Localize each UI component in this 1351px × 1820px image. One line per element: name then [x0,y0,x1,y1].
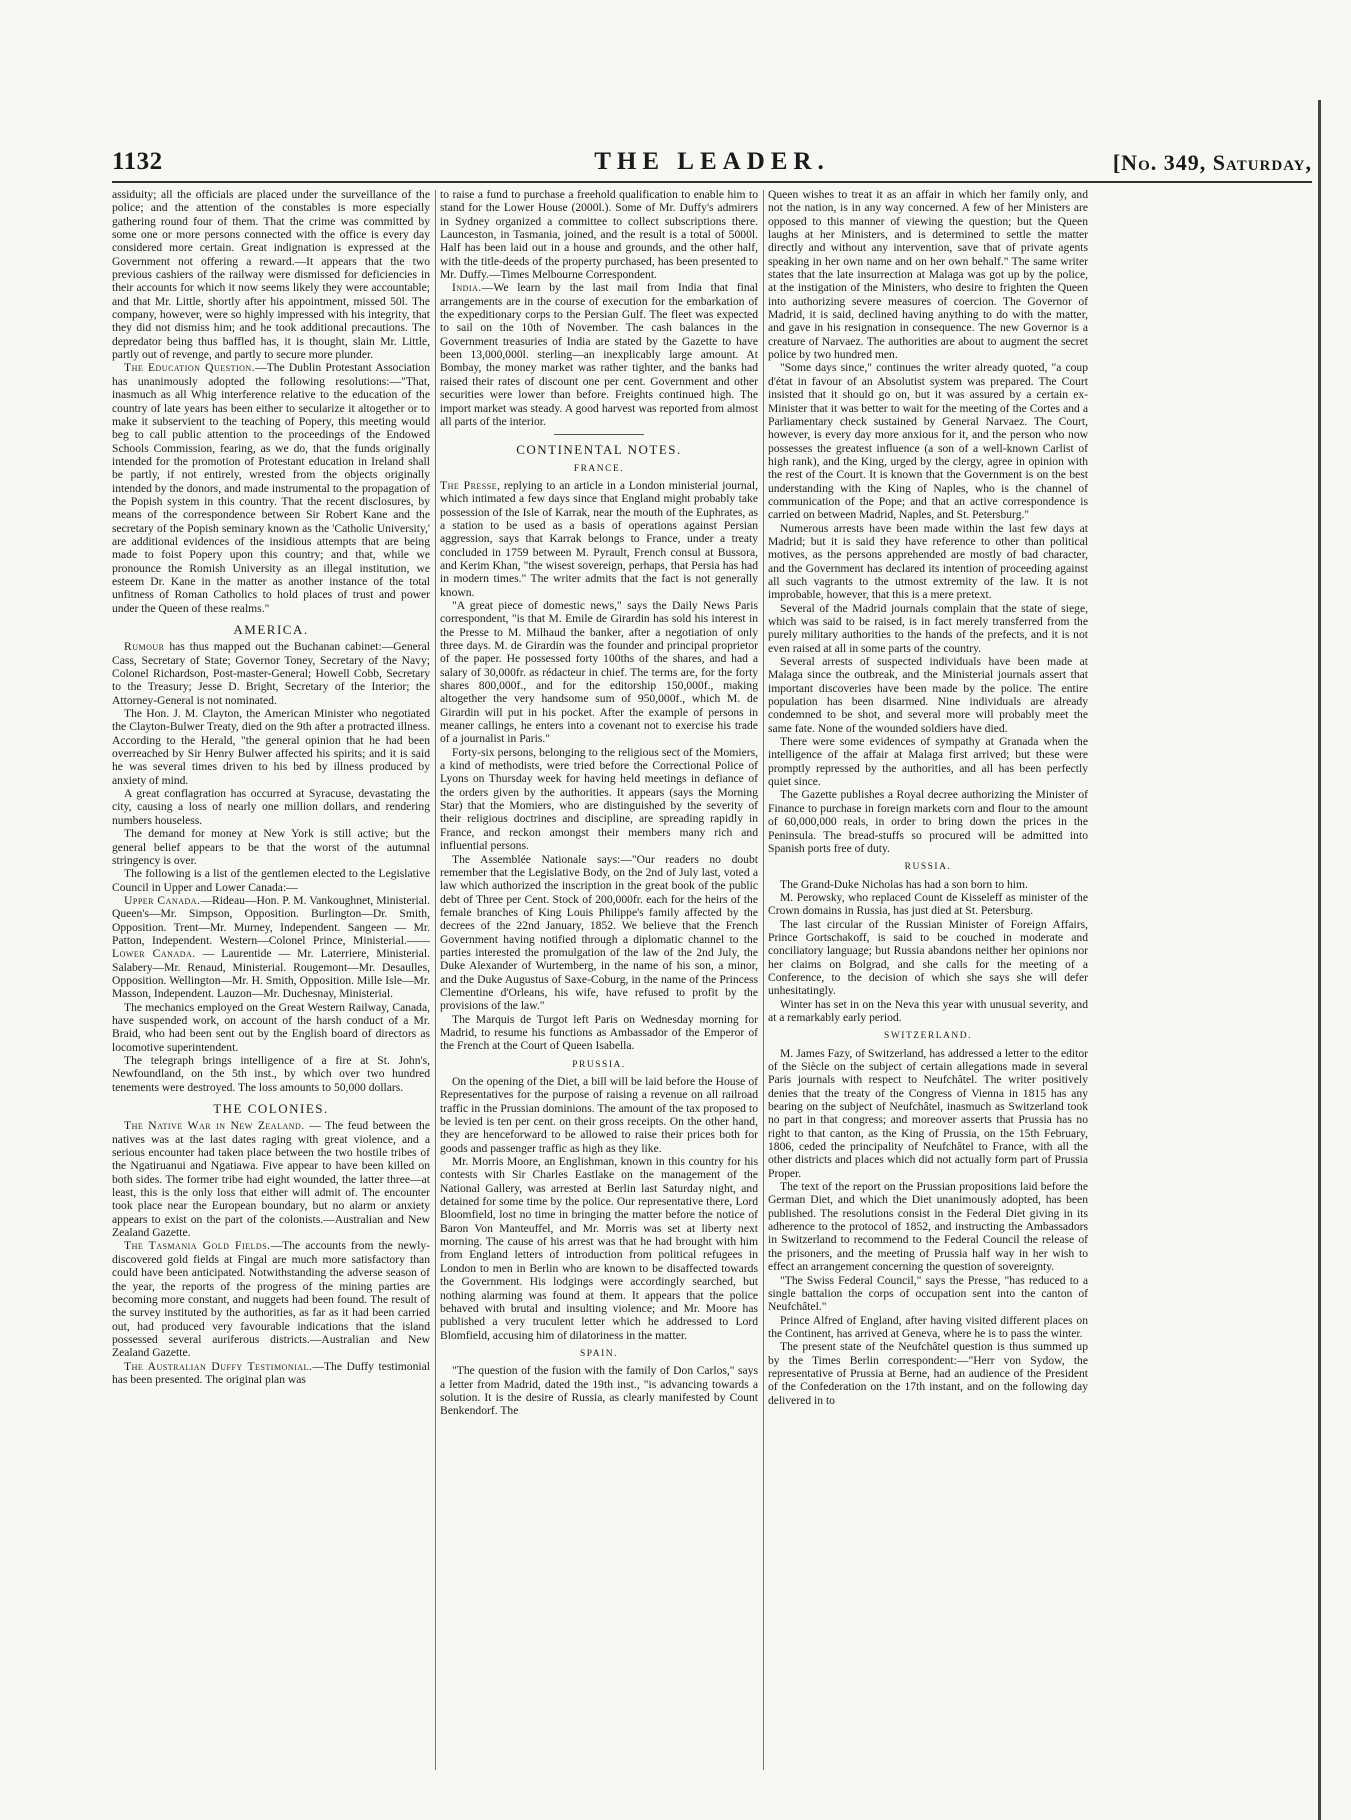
subheading-spain: SPAIN. [580,1348,618,1359]
run-in-heading: The Education Question. [124,361,256,375]
section-heading-colonies: THE COLONIES. [213,1101,329,1117]
article-paragraph [112,640,430,707]
paragraph-text: —The accounts from the newly-discovered gold fields at Fingal are much more satisfactory than could have been anticipated. Notwithstanding the adverse season of the year, the reports of the progress of the mining parties are becoming more constant, and nuggets had been found. The result of the survey instituted by the authorities, as far as it had been carried out, had produced very favourable indications that the island possessed several auriferous districts.—Australian and New Zealand Gazette. [112,1239,430,1360]
article-paragraph: The text of the report on the Prussian propositions laid before the German Diet, and which the Diet unanimously adopted, has been published. The resolutions consist in the Federal Diet giving in its adherence to the protocol of 1852, and instructing the Ambassadors in Switzerland to recommend to the Federal Council the release of the prisoners, and the meeting of Prussia half way in her wish to effect an arrangement concerning the question of sovereignty. [768,1180,1088,1274]
header-rule [112,181,1312,183]
article-paragraph: On the opening of the Diet, a bill will be laid before the House of Representatives for the purpose of raising a revenue on all railroad traffic in the Prussian dominions. The amount of the tax proposed to be levied is ten per cent. on their gross receipts. On the other hand, they are henceforward to be allowed to raise their prices both for goods and passenger traffic as high as they like. [440,1075,758,1155]
article-paragraph: to raise a fund to purchase a freehold qualification to enable him to stand for the Lower House (2000l.). Some of Mr. Duffy's admirers in Sydney organized a committee to collect subscriptions there. Launceston, in Tasmania, joined, and the result is a total of 5000l. Half has been laid out in a house and grounds, and the other half, with the title-deeds of the property purchased, has been presented to Mr. Duffy.—Times Melbourne Correspondent. [440,188,758,282]
article-paragraph: M. James Fazy, of Switzerland, has addressed a letter to the editor of the Siècle on the subject of certain allegations made in several Paris journals with respect to Neufchâtel. The writer positively denies that the treaty of the Congress of Vienna in 1815 has any bearing on the subject of Neufchâtel, inasmuch as Switzerland took no part in that congress; and moreover asserts that Prussia has no right to that canton, as the King of Prussia, on the 15th February, 1806, ceded the principality of Neufchâtel to France, with all the other districts and places which did not actually form part of Prussia Proper. [768,1046,1088,1180]
subheading-russia: RUSSIA. [904,862,952,873]
run-in-heading: India. [452,281,482,295]
article-paragraph [440,479,758,599]
section-heading-continental-notes: CONTINENTAL NOTES. [516,442,682,458]
article-paragraph: The present state of the Neufchâtel question is thus summed up by the Times Berlin correspondent:—"Herr von Sydow, the representative of Prussia at Berne, had an audience of the President of the Confederation on the 17th instant, and on the following day delivered in to [768,1340,1088,1407]
article-paragraph [112,1360,430,1387]
article-paragraph: Numerous arrests have been made within the last few days at Madrid; but it is said they have reference to other than political motives, as the persons apprehended are mostly of bad character, and the Government has declared its intention of proceeding against all such vagrants to the utmost extremity of the law. It is not improbable, however, that this is a mere pretext. [768,521,1088,602]
page-number: 1132 [112,148,163,175]
run-in-heading: The Australian Duffy Testimonial. [124,1359,313,1373]
section-rule [554,434,644,435]
article-paragraph: M. Perowsky, who replaced Count de Kisseleff as minister of the Crown domains in Russia, has just died at St. Petersburg. [768,890,1088,918]
article-paragraph [440,281,758,428]
article-paragraph: The Gazette publishes a Royal decree authorizing the Minister of Finance to purchase in foreign markets corn and flour to the amount of 60,000,000 reals, in order to bring down the prices in the Peninsula. The bread-stuffs so procured will be admitted into Spanish ports free of duty. [768,788,1088,855]
subheading-france: FRANCE. [573,463,625,474]
article-paragraph: "The Swiss Federal Council," says the Presse, "has reduced to a single battalion the corps of occupation sent into the canton of Neufchâtel." [768,1273,1088,1314]
article-paragraph: "A great piece of domestic news," says the Daily News Paris correspondent, "is that M. Emile de Girardin has sold his interest in the Presse to M. Milhaud the banker, after a negotiation of only three days. M. de Girardin was the founder and principal proprietor of the paper. He possessed forty 100ths of the shares, and had a salary of 30,000fr. as rédacteur in chief. The terms are, for the forty shares 800,000f., and for the editorship 150,000f., making altogether the very handsome sum of 950,000f., which M. de Girardin will put in his pocket. After the example of persons in meaner callings, he enters into a covenant not to exercise his trade of a journalist in Paris." [440,598,758,746]
paragraph-text: —The Dublin Protestant Association has unanimously adopted the following resolutions:—"That, inasmuch as all Whig interference relative to the education of the country of late years has been either to secularize it altogether or to make it subservient to the teaching of Popery, this meeting would beg to call public attention to the proceedings of the Endowed Schools Commission, fearing, as we do, that the funds originally intended for the promotion of Protestant education in Ireland shall be partly, if not entirely, wrested from the objects originally intended by the donors, and made instrumental to the propagation of the Popish system in this country. That the recent disclosures, by means of the correspondence between Sir Robert Kane and the secretary of the Popish seminary known as the 'Catholic University,' are additional evidences of the insidious attempts that are being made to foist Popery upon this country; and that, while we pronounce the Romish University as an illegal institution, we esteem Dr. Kane in the matter as another instance of the total unfitness of Roman Catholics to hold places of trust and power under the Queen of these realms." [112,361,430,615]
article-paragraph: Prince Alfred of England, after having visited different places on the Continent, has arrived at Geneva, where he is to pass the winter. [768,1313,1088,1340]
paragraph-text: —We learn by the last mail from India that final arrangements are in the course of execution for the embarkation of the expeditionary corps to the Persian Gulf. The fleet was expected to sail on the 10th of November. The cash balances in the Government treasuries of India are stated by the Gazette to have been 13,000,000l. sterling—an inexplicably large amount. At Bombay, the money market was rather tighter, and the banks had raised their rates of discount one per cent. Government and other securities were lower than before. Freights continued high. The import market was steady. A good harvest was reported from almost all parts of the interior. [440,281,758,428]
article-paragraph: Several arrests of suspected individuals have been made at Malaga since the outbreak, and the Ministerial journals assert that important discoveries have been made by the police. The entire population has been disarmed. Nine individuals are already condemned to be shot, and several more will probably meet the same fate. None of the wounded soldiers have died. [768,655,1088,735]
article-paragraph: The telegraph brings intelligence of a fire at St. John's, Newfoundland, on the 5th inst., by which over two hundred tenements were destroyed. The loss amounts to 50,000 dollars. [112,1054,430,1094]
article-paragraph: The demand for money at New York is still active; but the general belief appears to be that the worst of the autumnal stringency is over. [112,827,430,867]
page-header [112,148,1312,192]
article-paragraph: Mr. Morris Moore, an Englishman, known in this country for his contests with Sir Charles Eastlake on the management of the National Gallery, was arrested at Berlin last Saturday night, and detained for some time by the police. Our representative there, Lord Bloomfield, lost no time in bringing the matter before the notice of Baron Von Manteuffel, and Mr. Morris was set at liberty next morning. The cause of his arrest was that he had brought with him from England letters of introduction from political refugees in London to men in Berlin who are known to be disaffected towards the Government. His lodgings were accordingly searched, but nothing alarming was found at them. It appears that the police behaved with brutal and insulting violence; and Mr. Moore has published a very truculent letter which he addressed to Lord Blomfield, accusing him of dilatoriness in the matter. [440,1155,758,1342]
article-paragraph: The Marquis de Turgot left Paris on Wednesday morning for Madrid, to resume his functions as Ambassador of the Emperor of the French at the Court of Queen Isabella. [440,1012,758,1053]
article-paragraph: Forty-six persons, belonging to the religious sect of the Momiers, a kind of methodists, were tried before the Correctional Police of Lyons on Thursday week for having held meetings in defiance of the orders given by the authorities. It appears (says the Morning Star) that the Momiers, who are distinguished by the severity of their religious doctrines and discipline, are spreading rapidly in France, and reckon amongst their members many rich and influential persons. [440,745,758,853]
article-paragraph: "Some days since," continues the writer already quoted, "a coup d'état in favour of an Absolutist system was prepared. The Court insisted that it should go on, but it was assured by a certain ex-Minister that it was better to wait for the meeting of the Cortes and a Parliamentary check sustained by General Narvaez. The Court, however, is every day more anxious for it, and the person who now possesses the greatest influence (a son of a well-known Carlist of high rank), and the King, urged by the clergy, agree in opinion with the rest of the Court. It is known that the Government is on the best understanding with the King of Naples, who is the channel of communication of the Pope; and that an active correspondence is carried on between Madrid, Naples, and St. Petersburg." [768,361,1088,522]
paragraph-text: — The feud between the natives was at the last dates raging with great violence, and a serious encounter had taken place between the two hostile tribes of the Ngatiruanui and Ngatiawa. Five appear to have been killed on both sides. The former tribe had eight wounded, the latter three—at least, this is the only loss that either will admit of. The encounter took place near the European boundary, but no alarm or anxiety appears to exist on the part of the colonists.—Australian and New Zealand Gazette. [112,1119,430,1240]
run-in-heading: The Tasmania Gold Fields. [124,1239,271,1253]
page-edge-rule [1318,100,1321,1820]
paper-title: THE LEADER. [594,148,830,175]
column-rule [763,190,764,1770]
article-paragraph: Several of the Madrid journals complain that the state of siege, which was said to be raised, is in fact merely transferred from the purely military authorities to the hands of the prefects, and it is not even raised at all in some parts of the country. [768,601,1088,655]
article-paragraph: The Grand-Duke Nicholas has had a son born to him. [780,877,1028,891]
subheading-switzerland: SWITZERLAND. [884,1031,972,1042]
paragraph-text: — Laurentide — Mr. Laterriere, Ministerial. Salabery—Mr. Renaud, Ministerial. Rougemont—Mr. Desaulles, Opposition. Wellington—Mr. H. Smith, Opposition. Mille Isle—Mr. Masson, Independent. Lauzon—Mr. Duchesnay, Ministerial. [112,947,430,1001]
article-paragraph: The last circular of the Russian Minister of Foreign Affairs, Prince Gortschakoff, is said to be couched in moderate and conciliatory language; but Russia abandons neither her opinions nor her claims on Bolgrad, and she calls for the meeting of a Conference, to the decision of which she says she will defer unhesitatingly. [768,917,1088,998]
paragraph-text: , replying to an article in a London ministerial journal, which intimated a few days since that England might probably take possession of the Isle of Karrak, near the mouth of the Euphrates, as a station to be used as a basis of operations against Persian aggression, says that Karrak belongs to France, under a treaty concluded in 1759 between M. Pyrault, French consul at Bussora, and Kerim Khan, "the wisest sovereign, perhaps, that Persia has had in modern times." The writer admits that the fact is not generally known. [440,478,758,599]
article-paragraph: The mechanics employed on the Great Western Railway, Canada, have suspended work, on account of the harsh conduct of a Mr. Braid, who had been sent out by the English board of directors as locomotive superintendent. [112,1000,430,1054]
run-in-heading: Rumour [124,640,165,654]
run-in-heading: Lower Canada. [112,947,196,961]
article-paragraph: Winter has set in on the Neva this year with unusual severity, and at a remarkably early period. [768,997,1088,1024]
run-in-heading: The Presse [440,478,498,492]
issue-label: [No. 349, Saturday, [1112,150,1312,175]
column-rule [435,190,436,1770]
article-paragraph: "The question of the fusion with the family of Don Carlos," says a letter from Madrid, dated the 19th inst., "is advancing towards a solution. It is the desire of Russia, as clearly manifested by Count Benkendorf. The [440,1364,758,1418]
article-paragraph: There were some evidences of sympathy at Granada when the intelligence of the affair at Malaga first arrived; but these were promptly repressed by the authorities, and all has been perfectly quiet since. [768,735,1088,789]
paragraph-text: —The Duffy testimonial has been presented. The original plan was [112,1359,430,1386]
run-in-heading: Upper Canada. [124,893,201,907]
column-3 [768,188,1088,1768]
section-heading-america: AMERICA. [233,622,309,637]
article-paragraph: The following is a list of the gentlemen elected to the Legislative Council in Upper and Lower Canada:— [112,867,430,894]
article-paragraph [112,361,430,615]
article-paragraph: The Assemblée Nationale says:—"Our readers no doubt remember that the Legislative Body, on the 2nd of July last, voted a law which authorized the inscription in the great book of the public debt of Three per Cent. Stock of 200,000fr. each for the heirs of the female branches of King Louis Philippe's family affected by the decrees of the 22nd January, 1852. We believe that the French Government having notified through a diplomatic channel to the parties interested the promulgation of the law of the 2nd July, the Duke Alexander of Wurtemberg, in the name of his son, a minor, and the Duke Augustus of Saxe-Coburg, in the name of the Princess Clementine d'Orleans, his wife, have refused to profit by the provisions of the law." [440,852,758,1013]
paragraph-text: —Rideau—Hon. P. M. Vankoughnet, Ministerial. Queen's—Mr. Simpson, Opposition. Burlington—Dr. Smith, Opposition. Trent—Mr. Murney, Independent. Sangeen — Mr. Patton, Independent. Western—Colonel Prince, Ministerial.—— [112,893,430,947]
article-paragraph [112,1119,430,1239]
subheading-prussia: PRUSSIA. [572,1059,626,1070]
column-2 [440,188,758,1768]
article-paragraph: The Hon. J. M. Clayton, the American Minister who negotiated the Clayton-Bulwer Treaty, died on the 9th after a protracted illness. According to the Herald, "the general opinion that he had been overreached by Sir Henry Bulwer affected his spirits; and it is said he was several times driven to his bed by illness produced by anxiety of mind. [112,707,430,787]
article-paragraph [112,894,430,1001]
paragraph-text: has thus mapped out the Buchanan cabinet:—General Cass, Secretary of State; Governor Toney, Secretary of the Navy; Colonel Richardson, Post-master-General; Howell Cobb, Secretary to the Treasury; Jesse D. Bright, Secretary of the Interior; the Attorney-General is not nominated. [112,640,430,707]
column-1 [112,188,430,1768]
article-paragraph: Queen wishes to treat it as an affair in which her family only, and not the nation, is in any way concerned. A few of her Ministers are opposed to this manner of viewing the question; but the Queen laughs at her Ministers, and is determined to settle the matter directly and without any intervention, save that of private agents speaking in her own name and on her own behalf." The same writer states that the late insurrection at Malaga was got up by the police, at the instigation of the Ministers, who desire to frighten the Queen into authorizing severe measures of coercion. The Governor of Madrid, it is said, declined having anything to do with the matter, and gave in his resignation in consequence. The new Governor is a creature of Narvaez. The authorities are about to augment the secret police by two hundred men. [768,188,1088,362]
article-paragraph [112,1239,430,1359]
article-paragraph: A great conflagration has occurred at Syracuse, devastating the city, causing a loss of nearly one million dollars, and rendering numbers houseless. [112,787,430,827]
run-in-heading: The Native War in New Zealand. [124,1119,305,1133]
article-paragraph: assiduity; all the officials are placed under the surveillance of the police; and the attention of the constables is more especially gathering round four of them. That the crime was committed by some one or more persons connected with the office is every day considered more certain. Great indignation is expressed at the Government not offering a reward.—It appears that the two previous cashiers of the railway were dismissed for deficiencies in their accounts for which it now seems likely they were accountable; and that Mr. Little, shortly after his appointment, missed 50l. The company, however, were so highly impressed with his integrity, that they did not dismiss him; and he took additional precautions. The depredator being thus baffled has, it is thought, slain Mr. Little, partly out of revenge, and partly to secure more plunder. [112,188,430,362]
